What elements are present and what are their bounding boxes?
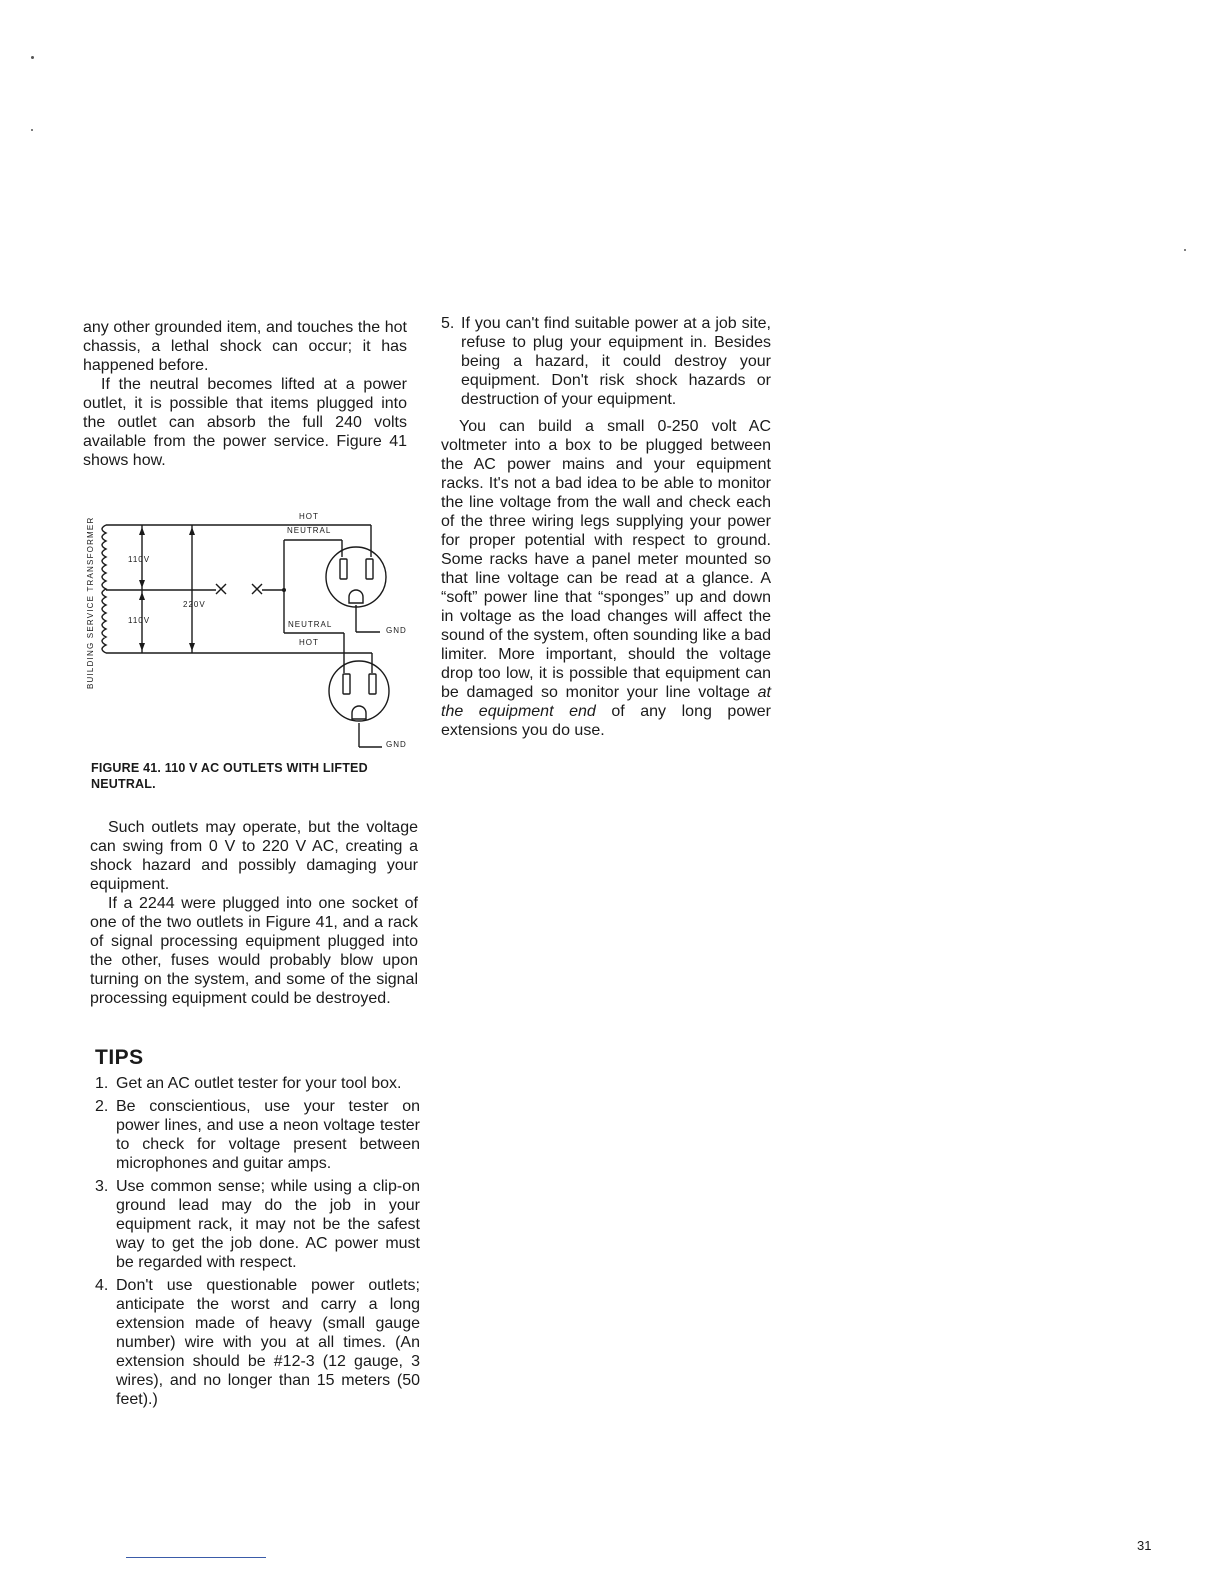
scan-speck [1184, 249, 1186, 251]
figure-caption-line1: FIGURE 41. 110 V AC OUTLETS WITH LIFTED [91, 761, 368, 775]
tip-text: Don't use questionable power outlets; anticipate the worst and carry a long extension made of heavy (small gauge number) wire with you at all times. (An extension should be #12-3 (12 gauge, 3 wires), and no longer than 15 meters (50 feet).) [116, 1277, 420, 1408]
paragraph-2244: If a 2244 were plugged into one socket of one of the two outlets in Figure 41, and a rack of signal processing equipment plugged into the other, fuses would probably blow upon turning on the system, and some of the signal processing equipment could be destroyed. [90, 895, 418, 1007]
label-hot-top: HOT [299, 512, 319, 521]
left-column-bottom [90, 818, 418, 1008]
tip-text: Use common sense; while using a clip-on ground lead may do the job in your equipment rack, it may not be the safest way to get the job done. AC power must be regarded with respect. [116, 1178, 420, 1271]
outlet-top [326, 547, 386, 607]
figure-caption [91, 760, 421, 792]
tip-number: 1. [95, 1075, 109, 1092]
tip-number: 3. [95, 1178, 109, 1195]
tip-number: 5. [441, 315, 455, 332]
tip-item [95, 1276, 420, 1409]
tip-number: 4. [95, 1277, 109, 1294]
paragraph-lifted-neutral: If the neutral becomes lifted at a power outlet, it is possible that items plugged into the outlet can absorb the full 240 volts available from the power service. Figure 41 shows how. [83, 376, 407, 469]
label-110v-top: 110V [128, 555, 151, 564]
tip-item-5 [441, 314, 771, 409]
label-hot-bottom: HOT [299, 638, 319, 647]
label-neutral-top: NEUTRAL [287, 526, 332, 535]
label-220v: 220V [183, 600, 206, 609]
tip-text: If you can't find suitable power at a job site, refuse to plug your equipment in. Besides being a hazard, it could destroy your equipment. Don't risk shock hazards or destruction of your equipment. [461, 315, 771, 408]
label-110v-bottom: 110V [128, 616, 151, 625]
outlet-bottom [329, 661, 389, 721]
tip-text: Be conscientious, use your tester on power lines, and use a neon voltage tester to check for voltage present between microphones and guitar amps. [116, 1098, 420, 1172]
label-building-service-transformer: BUILDING SERVICE TRANSFORMER [86, 516, 95, 689]
tip-item [95, 1177, 420, 1272]
voltmeter-text-italic: at the equipment end [441, 684, 771, 720]
scan-speck [31, 56, 34, 59]
scan-speck [31, 129, 33, 131]
transformer-coil [102, 525, 106, 653]
right-column [441, 314, 771, 740]
label-neutral-bottom: NEUTRAL [288, 620, 333, 629]
voltmeter-text-b: of any long power extensions you do use. [441, 703, 771, 739]
tip-number: 2. [95, 1098, 109, 1115]
paragraph-continuation: any other grounded item, and touches the hot chassis, a lethal shock can occur; it has happened before. [83, 319, 407, 374]
paragraph-outlets-operate: Such outlets may operate, but the voltage can swing from 0 V to 220 V AC, creating a shock hazard and possibly damaging your equipment. [90, 819, 418, 893]
paragraph-voltmeter [441, 417, 771, 740]
page-number: 31 [1137, 1538, 1152, 1553]
voltmeter-text-a: You can build a small 0-250 volt AC voltmeter into a box to be plugged between the AC power mains and your equipment racks. It's not a bad idea to be able to monitor the line voltage from the wall and check each of the three wiring legs supplying your power for proper potential with respect to ground. Some racks have a panel meter mounted so that line voltage can be read at a glance. A “soft” power line that “sponges” up and down in voltage as the load changes will affect the sound of the system, often sounding like a bad limiter. More important, should the voltage drop too low, it is possible that equipment can be damaged so monitor your line voltage [441, 418, 771, 701]
left-column-top [83, 318, 407, 470]
tips-heading: TIPS [95, 1046, 144, 1069]
label-gnd-bottom: GND [386, 740, 407, 749]
tip-item [95, 1097, 420, 1173]
wiring-diagram-svg [84, 485, 414, 755]
tip-text: Get an AC outlet tester for your tool box. [116, 1075, 402, 1092]
footer-rule [126, 1557, 266, 1558]
label-gnd-top: GND [386, 626, 407, 635]
figure-caption-line2: NEUTRAL. [91, 777, 156, 791]
tip-item [95, 1074, 420, 1093]
tips-list [95, 1074, 420, 1413]
figure-41-diagram [84, 485, 414, 755]
